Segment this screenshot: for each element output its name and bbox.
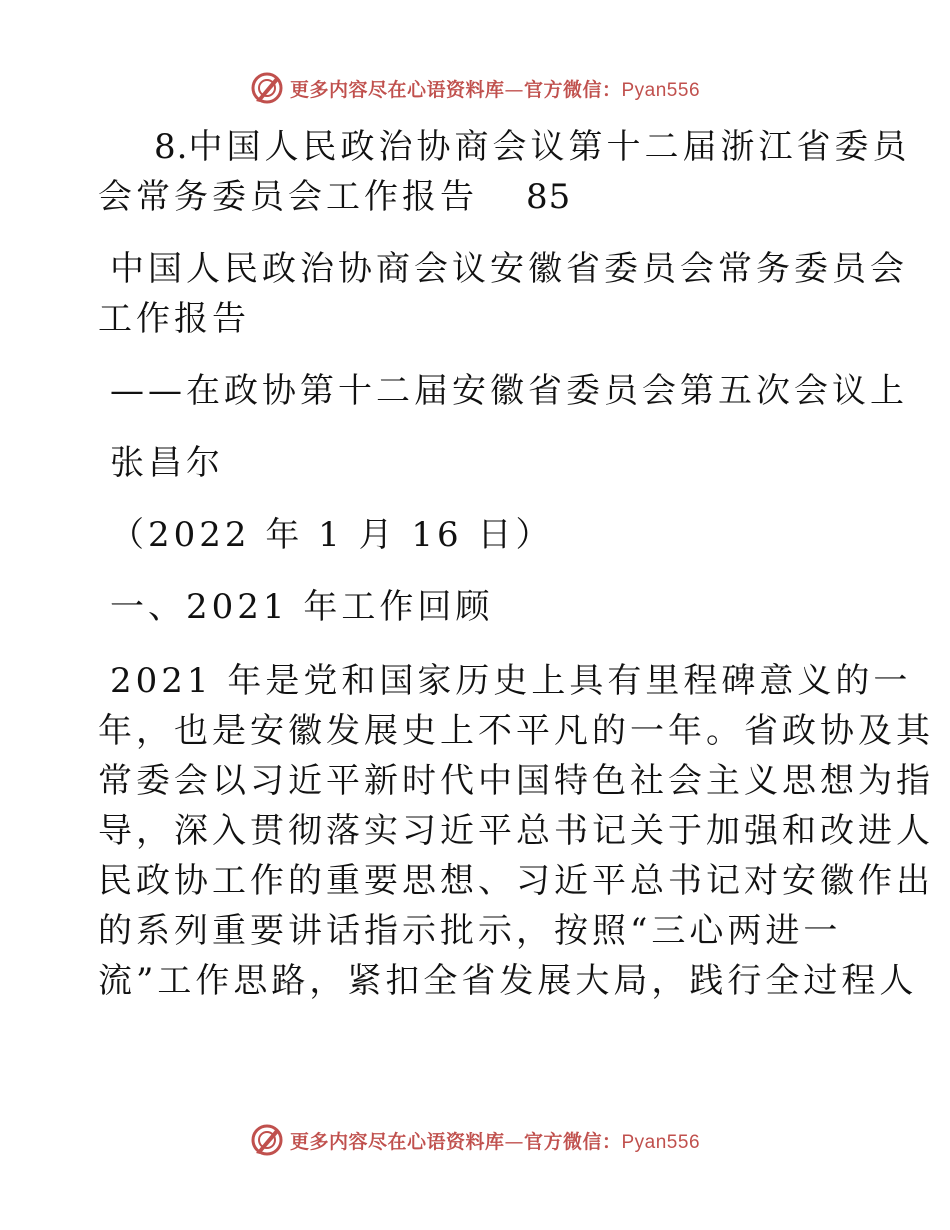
paragraph-line: 流”工作思路，紧扣全省发展大局，践行全过程人 xyxy=(98,961,918,1001)
report-date: （2022 年 1 月 16 日） xyxy=(110,515,554,555)
toc-page-number: 85 xyxy=(526,177,572,217)
paragraph-line: 常委会以习近平新时代中国特色社会主义思想为指 xyxy=(98,761,934,801)
paragraph-line: 导，深入贯彻落实习近平总书记关于加强和改进人 xyxy=(98,811,934,851)
watermark-banner-top xyxy=(0,68,950,108)
paragraph-line: 的系列重要讲话指示批示，按照“三心两进一 xyxy=(98,911,842,951)
paragraph-line: 2021 年是党和国家历史上具有里程碑意义的一 xyxy=(110,661,912,701)
watermark-text: 更多内容尽在心语资料库—官方微信：Pyan556 xyxy=(289,1130,701,1153)
paragraph-line: 民政协工作的重要思想、习近平总书记对安徽作出 xyxy=(98,861,934,901)
section-heading: 一、2021 年工作回顾 xyxy=(110,587,494,627)
toc-entry-line2: 会常务委员会工作报告 85 xyxy=(98,172,858,222)
quill-logo-icon xyxy=(250,71,284,105)
watermark-banner-bottom xyxy=(0,1120,950,1160)
report-subtitle: ——在政协第十二届安徽省委员会第五次会议上 xyxy=(110,371,908,411)
report-title-line2: 工作报告 xyxy=(98,299,250,339)
quill-logo-icon xyxy=(250,1123,284,1157)
document-body xyxy=(98,122,934,1006)
report-author: 张昌尔 xyxy=(110,443,224,483)
paragraph-line: 年，也是安徽发展史上不平凡的一年。省政协及其 xyxy=(98,711,934,751)
report-title-line1: 中国人民政治协商会议安徽省委员会常务委员会 xyxy=(110,249,908,289)
watermark-text: 更多内容尽在心语资料库—官方微信：Pyan556 xyxy=(289,78,701,101)
toc-entry-line1: 8.中国人民政治协商会议第十二届浙江省委员 xyxy=(154,127,911,167)
